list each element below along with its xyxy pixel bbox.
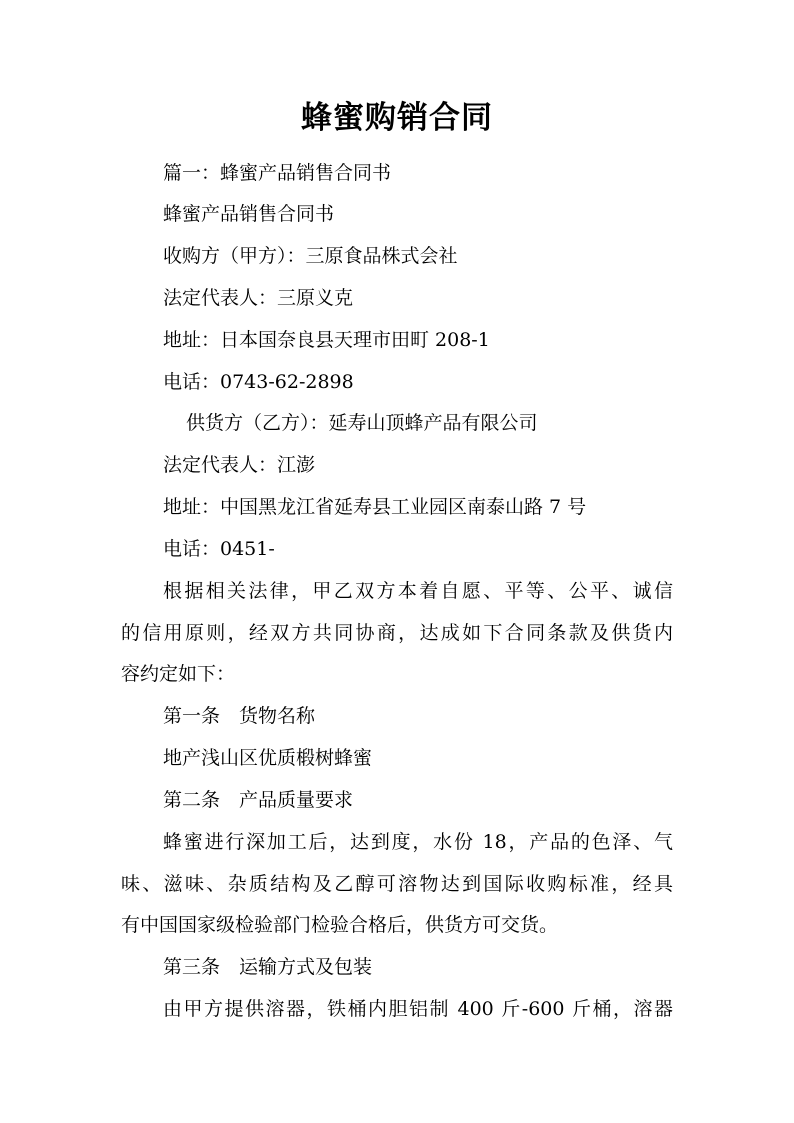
article-1-text: 地产浅山区优质椴树蜂蜜 [163,747,373,769]
preamble-line-3: 容约定如下： [121,663,236,685]
supplier-party: 供货方（乙方）：延寿山顶蜂产品有限公司 [186,412,538,434]
preamble-line-2: 的信用原则，经双方共同协商，达成如下合同条款及供货内 [121,622,673,644]
article-2-heading: 第二条 产品质量要求 [163,789,354,811]
buyer-address: 地址：日本国奈良县天理市田町 208-1 [163,329,490,351]
article-2-line-3: 有中国国家级检验部门检验合格后，供货方可交货。 [121,914,559,936]
buyer-representative: 法定代表人：三原义克 [163,287,354,309]
buyer-phone: 电话：0743-62-2898 [163,371,354,393]
supplier-phone: 电话：0451- [163,538,275,560]
document-title: 蜂蜜购销合同 [301,100,493,136]
preamble-line-1: 根据相关法律，甲乙双方本着自愿、平等、公平、诚信 [163,580,673,602]
buyer-party: 收购方（甲方）：三原食品株式会社 [163,245,458,267]
supplier-address: 地址：中国黑龙江省延寿县工业园区南泰山路 7 号 [163,496,587,518]
section-heading: 篇一：蜂蜜产品销售合同书 [163,162,392,184]
article-1-heading: 第一条 货物名称 [163,705,316,727]
article-2-line-2: 味、滋味、杂质结构及乙醇可溶物达到国际收购标准，经具 [121,873,673,895]
article-3-line-1: 由甲方提供溶器，铁桶内胆铝制 400 斤-600 斤桶，溶器 [163,998,673,1020]
article-2-line-1: 蜂蜜进行深加工后，达到度，水份 18，产品的色泽、气 [163,831,673,853]
supplier-representative: 法定代表人：江澎 [163,454,316,476]
contract-name: 蜂蜜产品销售合同书 [163,203,335,225]
article-3-heading: 第三条 运输方式及包装 [163,956,373,978]
